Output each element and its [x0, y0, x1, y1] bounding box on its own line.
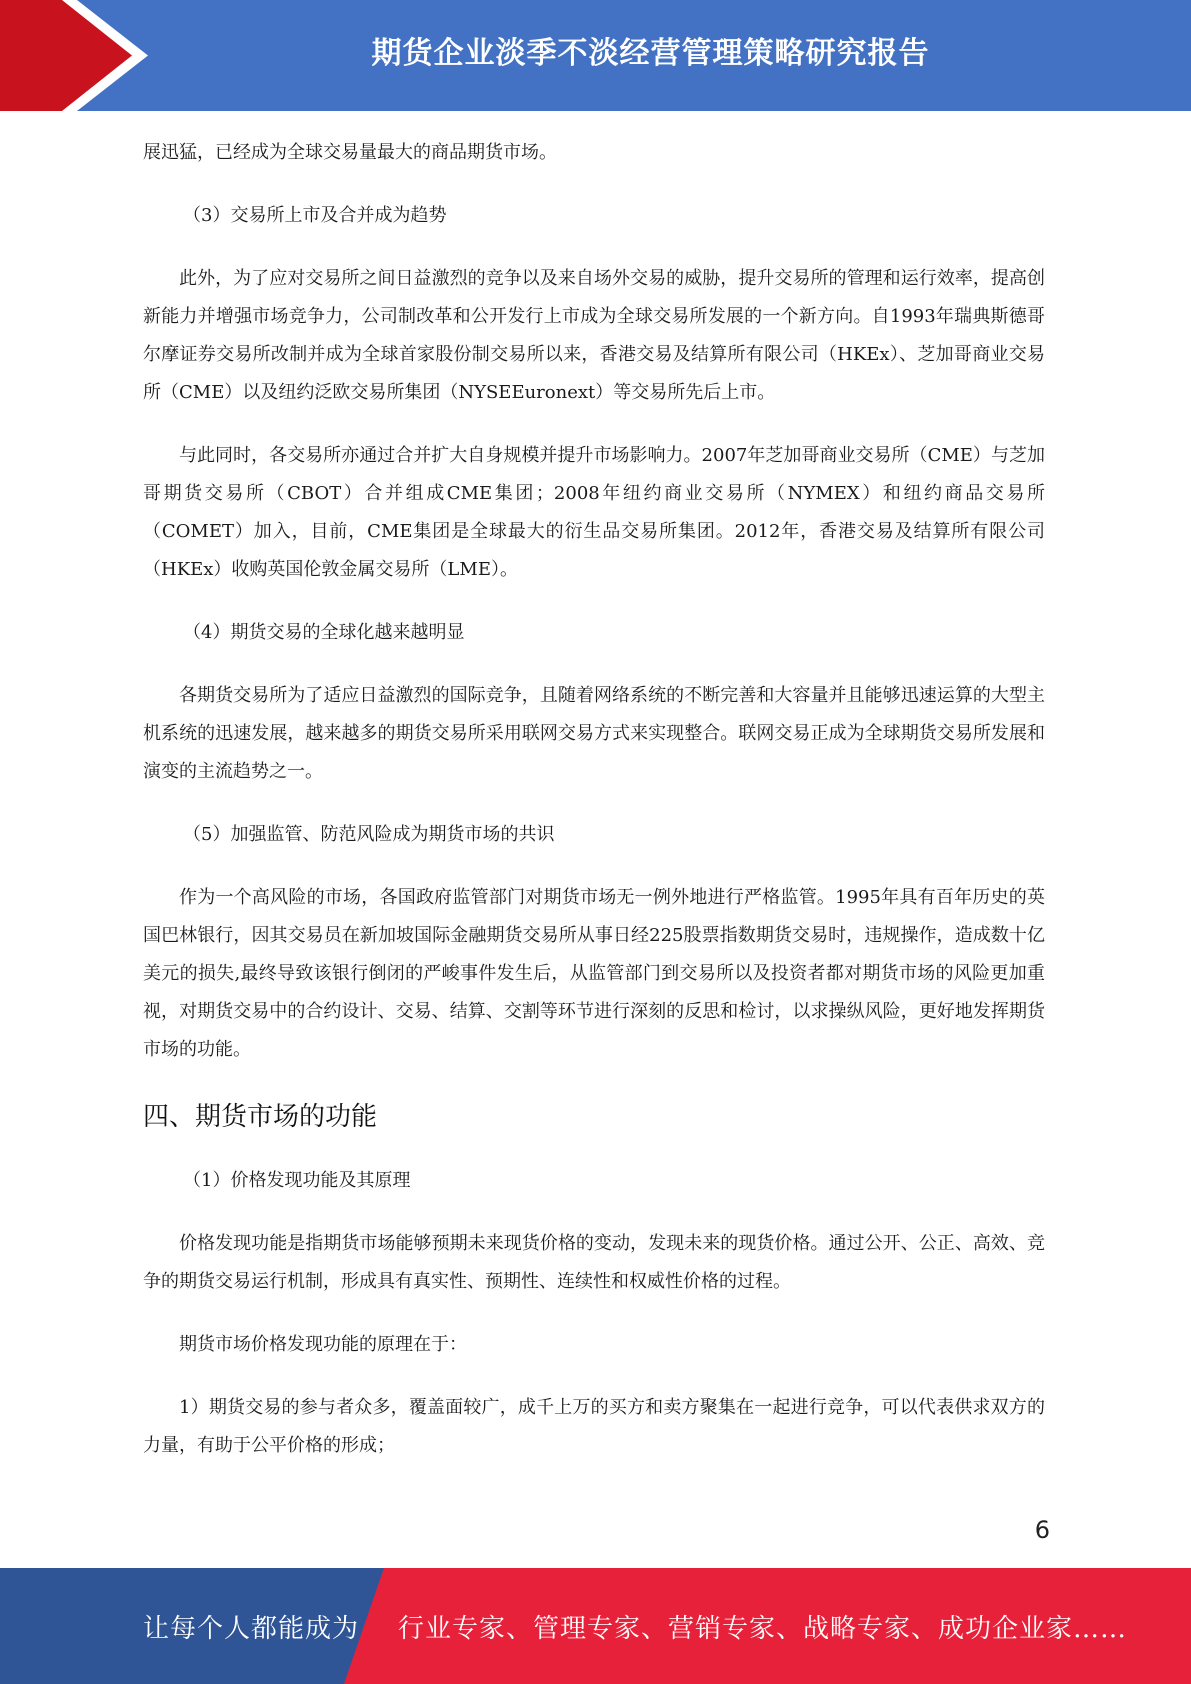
subheading-price-discovery: （1）价格发现功能及其原理 — [183, 1170, 411, 1191]
footer-slogan-right: 行业专家、管理专家、营销专家、战略专家、成功企业家…… — [398, 1613, 1128, 1644]
footer-slogan-left: 让每个人都能成为 — [143, 1613, 360, 1644]
paragraph-continued: 展迅猛，已经成为全球交易量最大的商品期货市场。 — [143, 142, 557, 163]
section-heading-4: 四、期货市场的功能 — [143, 1102, 378, 1132]
subheading-5: （5）加强监管、防范风险成为期货市场的共识 — [183, 824, 555, 845]
paragraph-regulation: 作为一个高风险的市场，各国政府监管部门对期货市场无一例外地进行严格监管。1995年具有百年历史的英国巴林银行，因其交易员在新加坡国际金融期货交易所从事日经225股票指数期货交易时，违规操作，造成数十亿美元的损失,最终导致该银行倒闭的严峻事件发生后，从监管部门到交易所以及投资者都对期货市场的风险更加重视，对期货交易中的合约设计、交易、结算、交割等环节进行深刻的反思和检讨，以求操纵风险，更好地发挥期货市场的功能。 — [143, 887, 1045, 1060]
subheading-4: （4）期货交易的全球化越来越明显 — [183, 622, 465, 643]
report-title: 期货企业淡季不淡经营管理策略研究报告 — [371, 36, 930, 71]
header-arrow-shape — [0, 0, 160, 111]
paragraph-principle-1: 1）期货交易的参与者众多，覆盖面较广，成千上万的买方和卖方聚集在一起进行竞争，可以代表供求双方的力量，有助于公平价格的形成； — [143, 1397, 1045, 1456]
paragraph-price-discovery-definition: 价格发现功能是指期货市场能够预期未来现货价格的变动，发现未来的现货价格。通过公开、公正、高效、竞争的期货交易运行机制，形成具有真实性、预期性、连续性和权威性价格的过程。 — [143, 1233, 1045, 1292]
subheading-3: （3）交易所上市及合并成为趋势 — [183, 205, 447, 226]
document-body — [143, 134, 1045, 1490]
page-number: 6 — [1034, 1516, 1050, 1544]
paragraph-exchange-listing: 此外，为了应对交易所之间日益激烈的竞争以及来自场外交易的威胁，提升交易所的管理和运行效率，提高创新能力并增强市场竞争力，公司制改革和公开发行上市成为全球交易所发展的一个新方向。自1993年瑞典斯德哥尔摩证券交易所改制并成为全球首家股份制交易所以来，香港交易及结算所有限公司（HKEx）、芝加哥商业交易所（CME）以及纽约泛欧交易所集团（NYSEEuronext）等交易所先后上市。 — [143, 268, 1045, 403]
paragraph-price-discovery-principle: 期货市场价格发现功能的原理在于： — [179, 1334, 467, 1355]
paragraph-globalization: 各期货交易所为了适应日益激烈的国际竞争，且随着网络系统的不断完善和大容量并且能够迅速运算的大型主机系统的迅速发展，越来越多的期货交易所采用联网交易方式来实现整合。联网交易正成为全球期货交易所发展和演变的主流趋势之一。 — [143, 685, 1045, 782]
page-footer — [0, 1568, 1191, 1684]
page-header — [0, 0, 1191, 111]
paragraph-exchange-merger: 与此同时，各交易所亦通过合并扩大自身规模并提升市场影响力。2007年芝加哥商业交易所（CME）与芝加哥期货交易所（CBOT）合并组成CME集团；2008年纽约商业交易所（NYMEX）和纽约商品交易所（COMET）加入，目前，CME集团是全球最大的衍生品交易所集团。2012年，香港交易及结算所有限公司（HKEx）收购英国伦敦金属交易所（LME）。 — [143, 445, 1045, 580]
